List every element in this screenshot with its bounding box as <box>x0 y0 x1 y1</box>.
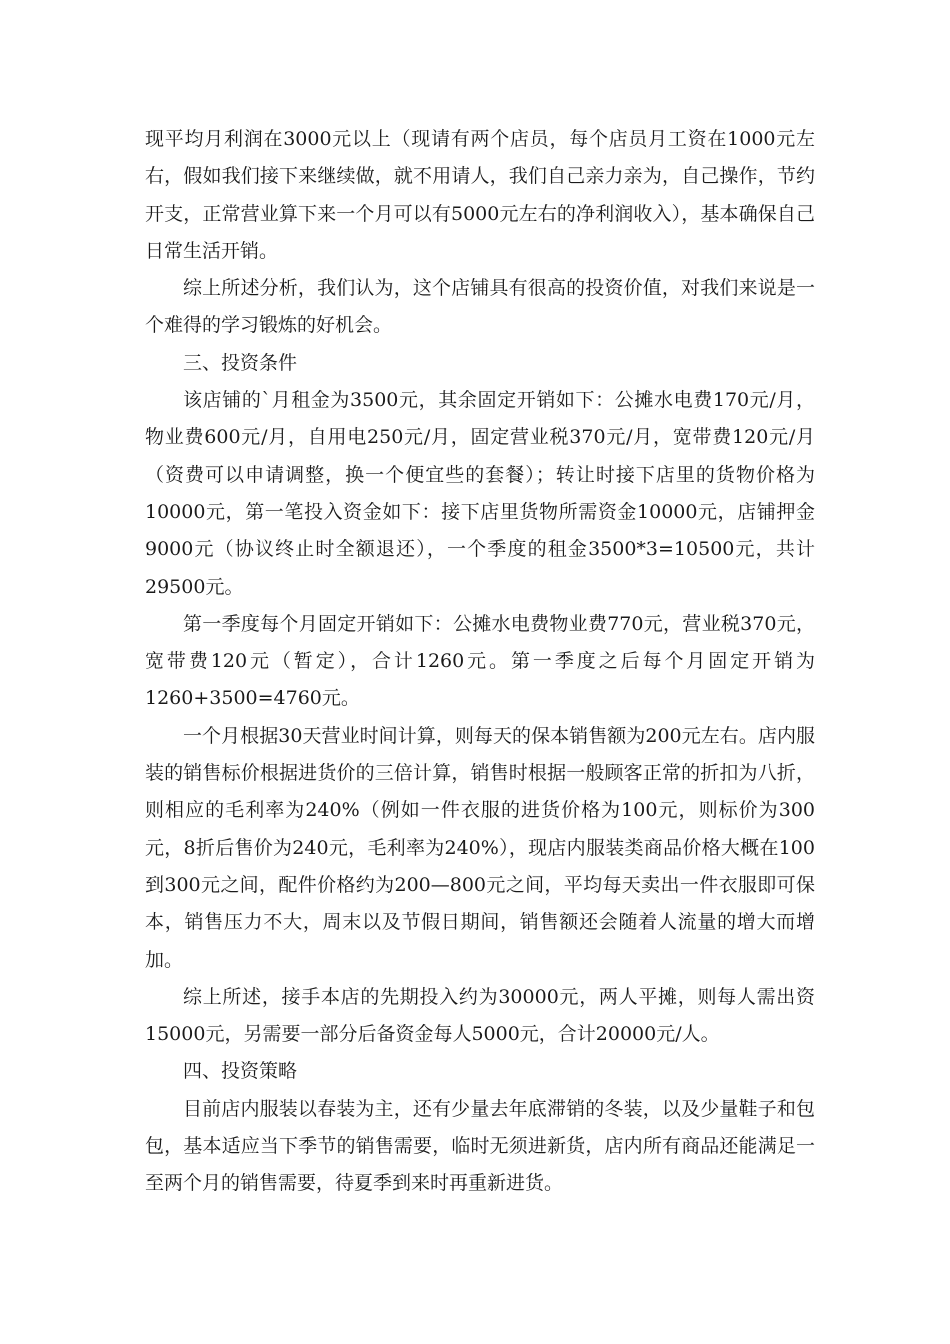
section-heading-investment-conditions: 三、投资条件 <box>183 351 298 374</box>
paragraph-profit: 现平均月利润在3000元以上（现请有两个店员，每个店员月工资在1000元左右，假如我们接下来继续做，就不用请人，我们自己亲力亲为，自己操作，节约开支，正常营业算下来一个月可以有5000元左右的净利润收入），基本确保自己日常生活开销。 <box>145 128 815 262</box>
paragraph-inventory-strategy: 目前店内服装以春装为主，还有少量去年底滞销的冬装，以及少量鞋子和包包，基本适应当下季节的销售需要，临时无须进新货，店内所有商品还能满足一至两个月的销售需要，待夏季到来时再重新进货。 <box>145 1097 815 1195</box>
paragraph-rent-costs: 该店铺的`月租金为3500元，其余固定开销如下：公摊水电费170元/月，物业费600元/月，自用电250元/月，固定营业税370元/月，宽带费120元/月（资费可以申请调整，换一个便宜些的套餐）；转让时接下店里的货物价格为10000元，第一笔投入资金如下：接下店里货物所需资金10000元，店铺押金9000元（协议终止时全额退还），一个季度的租金3500*3=10500元，共计29500元。 <box>145 389 815 598</box>
section-heading-investment-strategy: 四、投资策略 <box>183 1060 298 1083</box>
paragraph-first-quarter-costs: 第一季度每个月固定开销如下：公摊水电费物业费770元，营业税370元，宽带费120元（暂定），合计1260元。第一季度之后每个月固定开销为1260+3500=4760元。 <box>145 612 815 710</box>
paragraph-investment-summary: 综上所述，接手本店的先期投入约为30000元，两人平摊，则每人需出资15000元，另需要一部分后备资金每人5000元，合计20000元/人。 <box>145 985 815 1046</box>
paragraph-breakeven-sales: 一个月根据30天营业时间计算，则每天的保本销售额为200元左右。店内服装的销售标价根据进货价的三倍计算，销售时根据一般顾客正常的折扣为八折，则相应的毛利率为240%（例如一件衣服的进货价格为100元，则标价为300元，8折后售价为240元，毛利率为240%），现店内服装类商品价格大概在100到300元之间，配件价格约为200—800元之间，平均每天卖出一件衣服即可保本，销售压力不大，周末以及节假日期间，销售额还会随着人流量的增大而增加。 <box>145 724 815 971</box>
paragraph-summary-analysis: 综上所述分析，我们认为，这个店铺具有很高的投资价值，对我们来说是一个难得的学习锻炼的好机会。 <box>145 277 815 337</box>
document-body <box>145 121 815 1203</box>
